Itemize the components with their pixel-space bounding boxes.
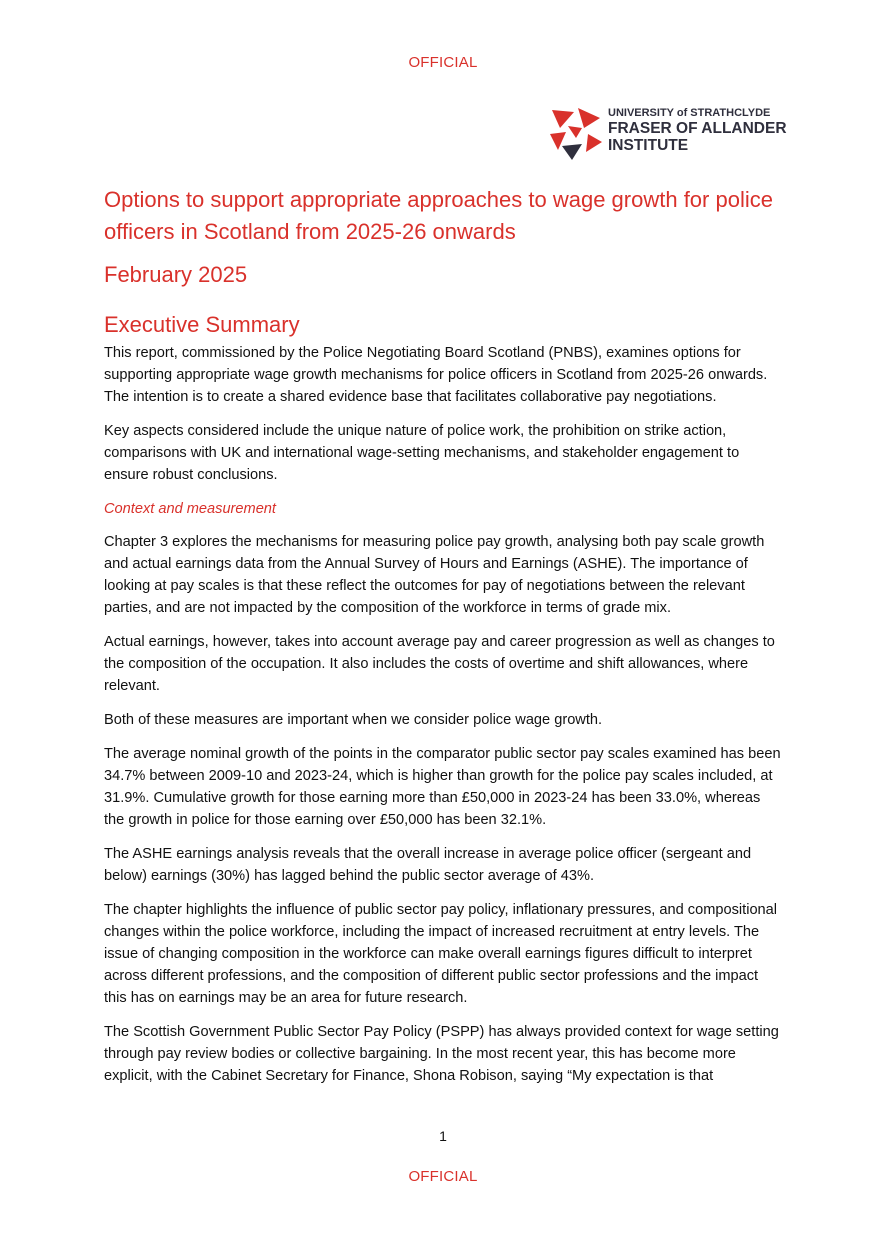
paragraph: Both of these measures are important when we consider police wage growth. <box>104 712 603 728</box>
subheading: Context and measurement <box>104 501 276 517</box>
logo-line-2: INSTITUTE <box>608 137 689 154</box>
strathclyde-logo-icon <box>548 106 602 162</box>
document-body <box>104 342 784 1099</box>
paragraph: Actual earnings, however, takes into account average pay and career progression as well as changes to the composition of the occupation. It also includes the costs of overtime and shift allowances, where relevant. <box>104 634 775 694</box>
paragraph: The chapter highlights the influence of public sector pay policy, inflationary pressures, and compositional changes within the police workforce, including the impact of increased recruitment at entry levels. The issue of changing composition in the workforce can make overall earnings figures difficult to interpret across different professions, and the composition of different public sector professions and the impact this has on earnings may be an area for future research. <box>104 902 778 1006</box>
logo-university: UNIVERSITY of STRATHCLYDE <box>608 107 771 119</box>
institute-logo <box>548 106 788 162</box>
report-title: Options to support appropriate approaches to wage growth for police officers in Scotland from 2025-26 onwards <box>104 187 773 244</box>
logo-line-1: FRASER OF ALLANDER <box>608 120 787 137</box>
report-date: February 2025 <box>104 262 248 287</box>
paragraph: The ASHE earnings analysis reveals that the overall increase in average police officer (sergeant and below) earnings (30%) has lagged behind the public sector average of 43%. <box>104 846 752 884</box>
security-marking-bottom: OFFICIAL <box>408 1168 478 1185</box>
paragraph: The Scottish Government Public Sector Pay Policy (PSPP) has always provided context for wage setting through pay review bodies or collective bargaining. In the most recent year, this has become more explicit, with the Cabinet Secretary for Finance, Shona Robison, saying “My expectation is that <box>104 1024 779 1084</box>
paragraph: This report, commissioned by the Police Negotiating Board Scotland (PNBS), examines options for supporting appropriate wage growth mechanisms for police officers in Scotland from 2025-26 onwards. The intention is to create a shared evidence base that facilitates collaborative pay negotiations. <box>104 345 768 405</box>
section-heading: Executive Summary <box>104 312 300 337</box>
security-marking-top: OFFICIAL <box>408 54 478 71</box>
paragraph: Chapter 3 explores the mechanisms for measuring police pay growth, analysing both pay scale growth and actual earnings data from the Annual Survey of Hours and Earnings (ASHE). The importance of looking at pay scales is that these reflect the outcomes for pay of negotiations between the relevant parties, and are not impacted by the composition of the workforce in terms of grade mix. <box>104 534 765 616</box>
paragraph: The average nominal growth of the points in the comparator public sector pay scales examined has been 34.7% between 2009-10 and 2023-24, which is higher than growth for the police pay scales included, at 31.9%. Cumulative growth for those earning more than £50,000 in 2023-24 has been 33.0%, whereas the growth in police for those earning over £50,000 has been 32.1%. <box>104 746 781 828</box>
logo-wordmark <box>608 107 787 154</box>
page-number: 1 <box>439 1128 447 1144</box>
paragraph: Key aspects considered include the unique nature of police work, the prohibition on strike action, comparisons with UK and international wage-setting mechanisms, and stakeholder engagement to ensure robust conclusions. <box>104 423 740 483</box>
